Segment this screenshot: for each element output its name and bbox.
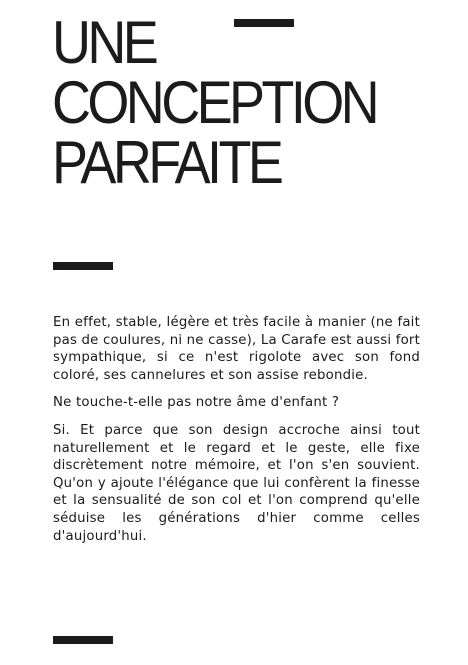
title-line-2: CONCEPTION (52, 69, 377, 136)
title-line-3: PARFAITE (52, 129, 281, 196)
page-title (52, 9, 377, 196)
paragraph-2: Ne touche-t-elle pas notre âme d'enfant ? (53, 395, 340, 411)
paragraph-1: En effet, stable, légère et très facile à manier (ne fait pas de coulures, ni ne casse), La Carafe est aussi fort sympathique, si ce n'est rigolote avec son fond coloré, ses cannelures et son assise rebondie. (53, 315, 420, 383)
title-line-1: UNE (52, 9, 156, 76)
paragraph-3: Si. Et parce que son design accroche ainsi tout naturellement et le regard et le geste, elle fixe discrètement notre mémoire, et l'on s'en souvient. Qu'on y ajoute l'élégance que lui confèrent la finesse et la sensualité de son col et l'on comprend qu'elle séduise les générations d'hier comme celles d'aujourd'hui. (53, 422, 420, 544)
decorative-rule-bottom (53, 636, 113, 644)
body-text (53, 314, 420, 555)
decorative-rule-middle (53, 262, 113, 270)
